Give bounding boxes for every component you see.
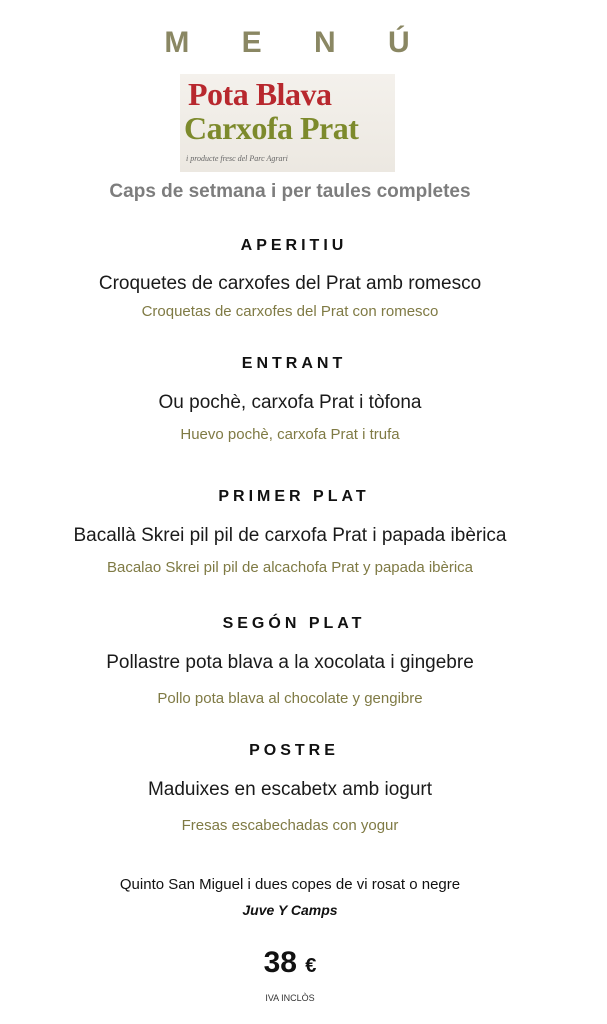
section-segon-plat-dish-spanish: Pollo pota blava al chocolate y gengibre <box>157 690 423 707</box>
wine-brand: Juve Y Camps <box>242 902 338 918</box>
logo-line-pota-blava: Pota Blava <box>188 76 332 112</box>
section-postre-dish-spanish: Fresas escabechadas con yogur <box>181 817 399 834</box>
menu-subtitle: Caps de setmana i per taules completes <box>109 181 471 202</box>
section-primer-plat-dish-catalan: Bacallà Skrei pil pil de carxofa Prat i papada ibèrica <box>73 525 507 546</box>
menu-title: M E N Ú <box>164 26 432 59</box>
section-primer-plat-label: PRIMER PLAT <box>218 488 370 505</box>
price-amount: 38 <box>263 946 297 979</box>
section-postre-label: POSTRE <box>249 742 339 759</box>
section-primer-plat-dish-spanish: Bacalao Skrei pil pil de alcachofa Prat y papada ibèrica <box>106 559 474 576</box>
section-segon-plat-dish-catalan: Pollastre pota blava a la xocolata i gingebre <box>106 652 474 673</box>
logo-tagline: i producte fresc del Parc Agrari <box>186 154 288 163</box>
section-segon-plat-label: SEGÓN PLAT <box>222 615 366 632</box>
logo-line-carxofa-prat: Carxofa Prat <box>184 110 359 146</box>
section-aperitiu-label: APERITIU <box>240 237 348 254</box>
section-aperitiu-dish-spanish: Croquetas de carxofes del Prat con romesco <box>141 303 439 320</box>
section-entrant-label: ENTRANT <box>241 355 347 372</box>
section-postre-dish-catalan: Maduixes en escabetx amb iogurt <box>147 779 433 800</box>
menu-price <box>0 946 580 980</box>
restaurant-logo <box>180 74 395 172</box>
vat-note: IVA INCLÒS <box>265 993 315 1003</box>
section-entrant-dish-spanish: Huevo pochè, carxofa Prat i trufa <box>180 426 400 443</box>
section-aperitiu-dish-catalan: Croquetes de carxofes del Prat amb romesco <box>98 273 482 294</box>
price-currency: € <box>305 955 317 977</box>
drinks-included: Quinto San Miguel i dues copes de vi rosat o negre <box>119 876 461 893</box>
section-entrant-dish-catalan: Ou pochè, carxofa Prat i tòfona <box>158 392 422 413</box>
